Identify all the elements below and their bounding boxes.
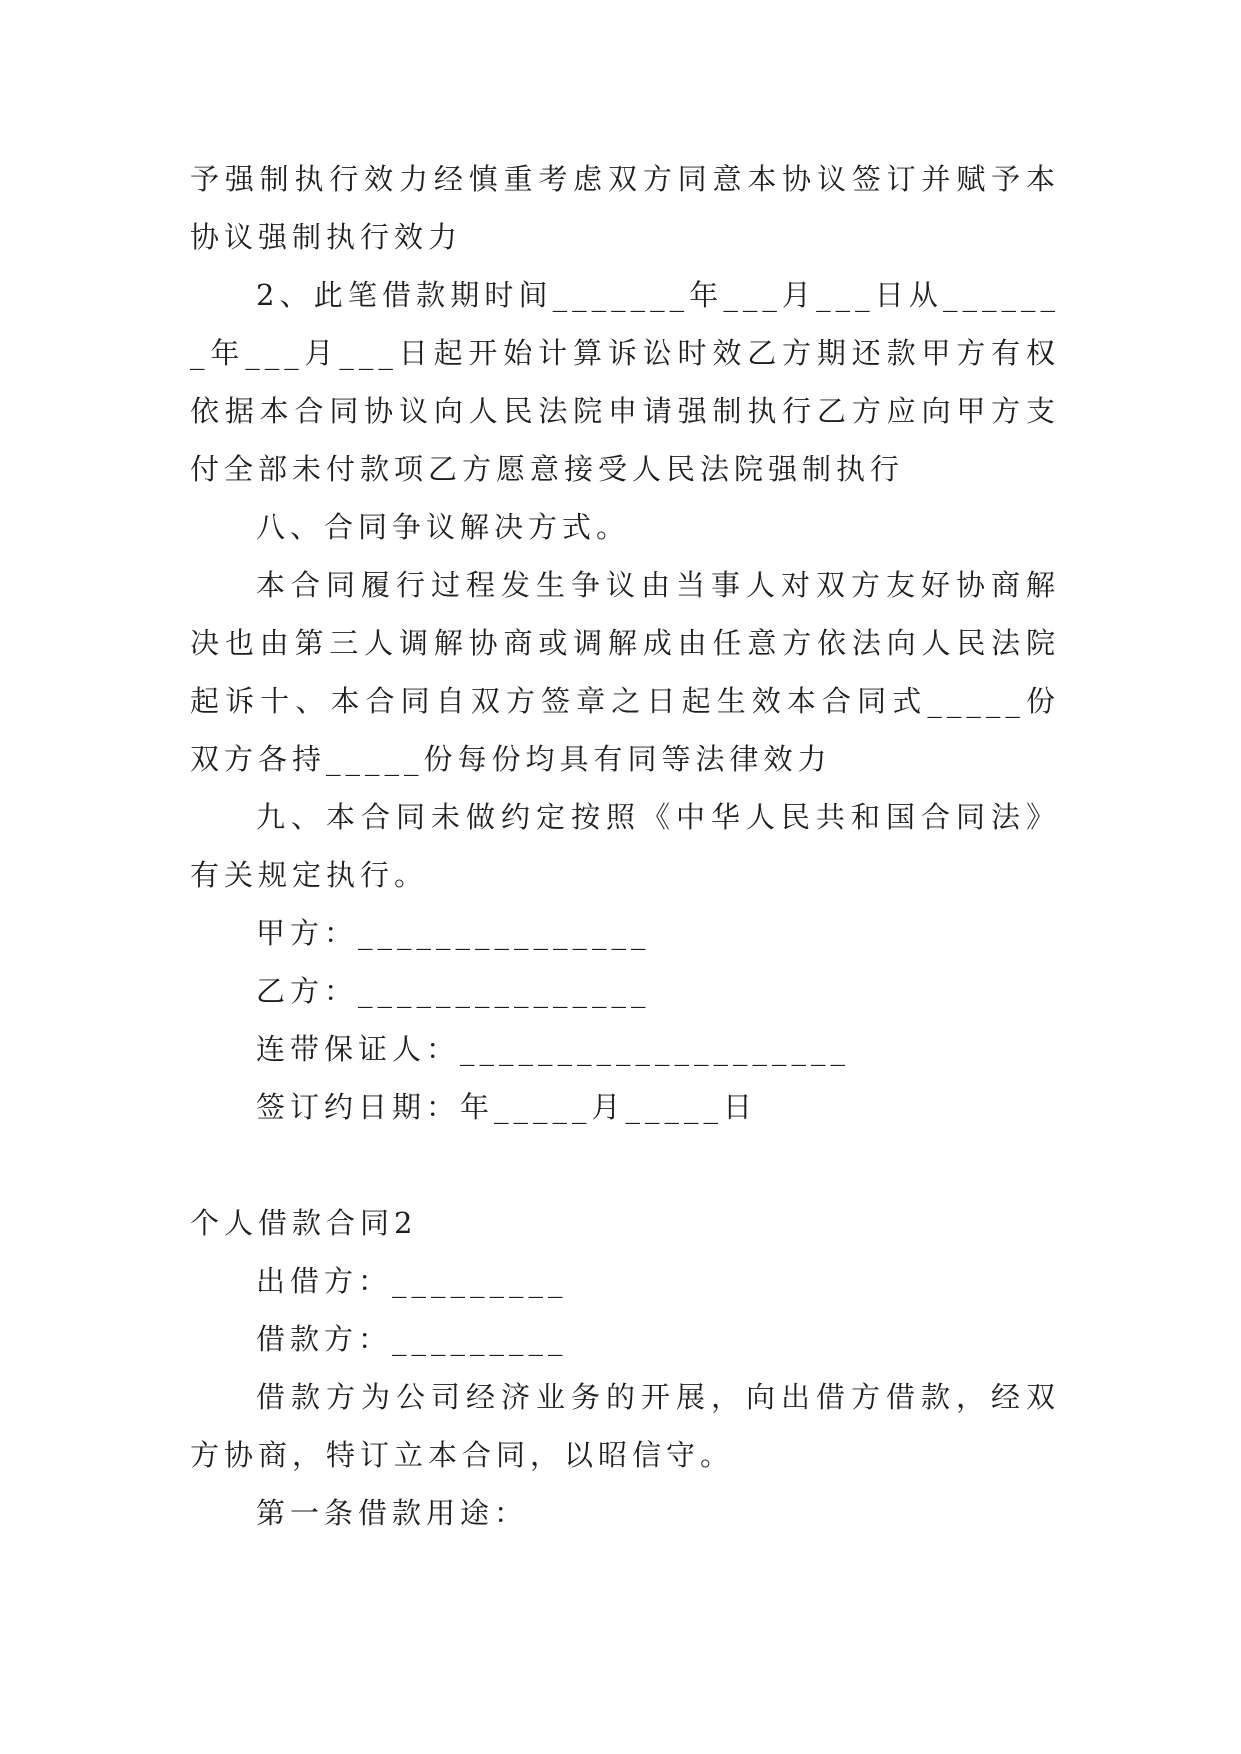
lender-line: 出借方：_________ — [256, 1264, 568, 1298]
party-b-signature-line: 乙方：_______________ — [256, 974, 651, 1008]
section-spacer — [190, 1136, 1060, 1194]
signing-date-line: 签订约日期：年_____月_____日 — [256, 1090, 758, 1124]
paragraph-contract-2-intro: 借款方为公司经济业务的开展，向出借方借款，经双方协商，特订立本合同，以昭信守。 — [190, 1380, 1060, 1472]
guarantor-signature-line: 连带保证人：____________________ — [256, 1032, 851, 1066]
contract-2-title: 个人借款合同2 — [190, 1206, 418, 1240]
borrower-line: 借款方：_________ — [256, 1322, 568, 1356]
party-a-signature-line: 甲方：_______________ — [256, 916, 651, 950]
paragraph-loan-term: 2、此笔借款期时间_______年___月___日从_______年___月___日起开始计算诉讼时效乙方期还款甲方有权依据本合同协议向人民法院申请强制执行乙方应向甲方支付全部未付款项乙方愿意接受人民法院强制执行 — [190, 278, 1060, 486]
paragraph-dispute-resolution: 本合同履行过程发生争议由当事人对双方友好协商解决也由第三人调解协商或调解成由任意方依法向人民法院起诉十、本合同自双方签章之日起生效本合同式_____份双方各持_____份每份均具有同等法律效力 — [190, 568, 1060, 776]
paragraph-continuation: 予强制执行效力经慎重考虑双方同意本协议签订并赋予本协议强制执行效力 — [190, 162, 1060, 254]
article-1-heading: 第一条借款用途： — [256, 1496, 529, 1530]
section-heading-dispute: 八、合同争议解决方式。 — [256, 510, 631, 544]
document-body — [190, 150, 1060, 1542]
paragraph-contract-law: 九、本合同未做约定按照《中华人民共和国合同法》有关规定执行。 — [190, 800, 1060, 892]
